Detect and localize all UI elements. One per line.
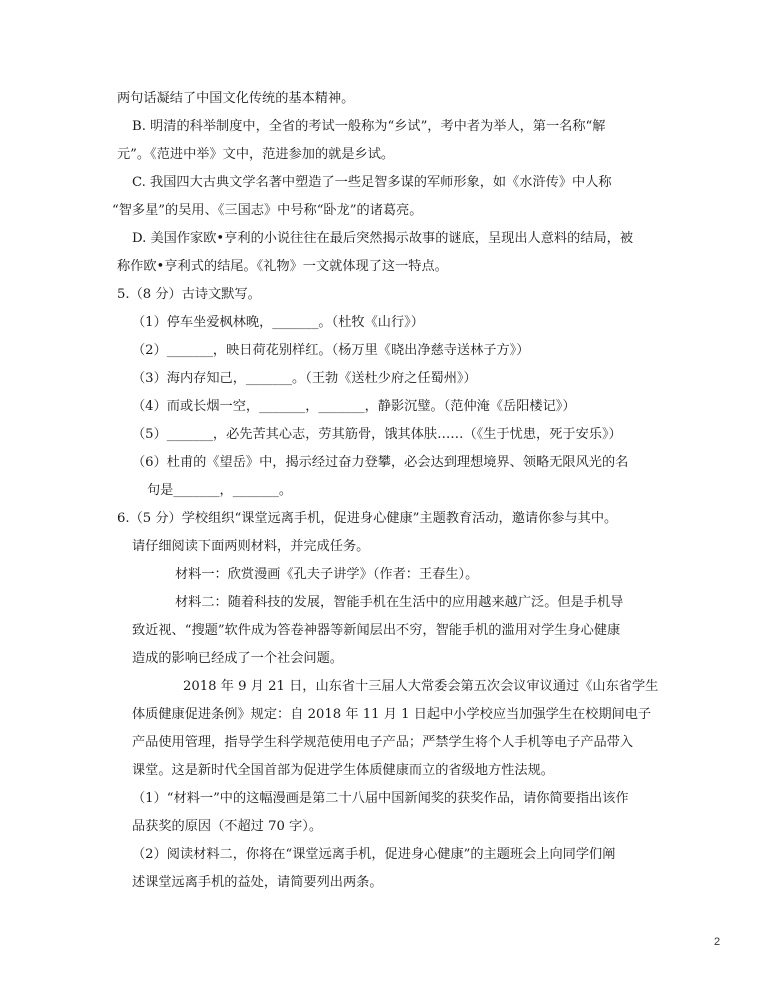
text-line: 材料二：随着科技的发展，智能手机在生活中的应用越来越广泛。但是手机导 [175, 595, 624, 610]
question-heading: 5.（8 分）古诗文默写。 [117, 287, 261, 302]
text-line: （1）停车坐爱枫林晚，_______。（杜牧《山行》） [132, 315, 424, 330]
text-line: 造成的影响已经成了一个社会问题。 [132, 651, 343, 666]
text-line: “智多星”的吴用、《三国志》中号称“卧龙”的诸葛亮。 [112, 203, 423, 218]
text-line: D. 美国作家欧•亨利的小说往往在最后突然揭示故事的谜底，呈现出人意料的结局，被 [132, 231, 634, 246]
text-line: 品获奖的原因（不超过 70 字）。 [132, 819, 323, 834]
text-line: 产品使用管理，指导学生科学规范使用电子产品；严禁学生将个人手机等电子产品带入 [132, 735, 634, 750]
text-line: 句是_______，_______。 [147, 483, 293, 498]
page-number: 2 [714, 936, 721, 948]
text-line: （1）“材料一”中的这幅漫画是第二十八届中国新闻奖的获奖作品，请你简要指出该作 [132, 791, 629, 806]
text-line: 致近视、“搜题”软件成为答卷神器等新闻层出不穷，智能手机的滥用对学生身心健康 [132, 623, 621, 638]
text-line: 体质健康促进条例》规定：自 2018 年 11 月 1 日起中小学校应当加强学生在校期间电子 [132, 707, 652, 722]
text-line: （2）_______，映日荷花别样红。（杨万里《晓出净慈寺送林子方》） [132, 343, 530, 358]
text-line: （6）杜甫的《望岳》中，揭示经过奋力登攀，必会达到理想境界、领略无限风光的名 [132, 455, 629, 470]
text-line: （5）_______，必先苦其心志，劳其筋骨，饿其体肤……（《生于忧患，死于安乐》） [132, 427, 622, 442]
text-line: 称作欧•亨利式的结尾。《礼物》一文就体现了这一特点。 [117, 259, 448, 274]
question-heading: 6.（5 分）学校组织“课堂远离手机，促进身心健康”主题教育活动，邀请你参与其中。 [117, 511, 618, 526]
text-line: 请仔细阅读下面两则材料，并完成任务。 [132, 539, 370, 554]
text-line: 元”。《范进中举》文中，范进参加的就是乡试。 [117, 147, 395, 162]
text-line: （2）阅读材料二，你将在“课堂远离手机，促进身心健康”的主题班会上向同学们阐 [132, 847, 616, 862]
text-line: 课堂。这是新时代全国首部为促进学生体质健康而立的省级地方性法规。 [132, 763, 554, 778]
text-line: （4）而或长烟一空，_______，_______，静影沉璧。（范仲淹《岳阳楼记》） [132, 399, 576, 414]
text-line: （3）海内存知己，_______。（王勃《送杜少府之任蜀州》） [132, 371, 477, 386]
text-line: 两句话凝结了中国文化传统的基本精神。 [117, 91, 355, 106]
text-line: 2018 年 9 月 21 日，山东省十三届人大常委会第五次会议审议通过《山东省学生 [183, 679, 659, 694]
text-line: B. 明清的科举制度中，全省的考试一般称为“乡试”，考中者为举人，第一名称“解 [132, 119, 606, 134]
text-line: C. 我国四大古典文学名著中塑造了一些足智多谋的军师形象，如《水浒传》中人称 [132, 175, 612, 190]
text-line: 述课堂远离手机的益处，请简要列出两条。 [132, 875, 383, 890]
text-line: 材料一：欣赏漫画《孔夫子讲学》（作者：王春生）。 [175, 567, 479, 582]
